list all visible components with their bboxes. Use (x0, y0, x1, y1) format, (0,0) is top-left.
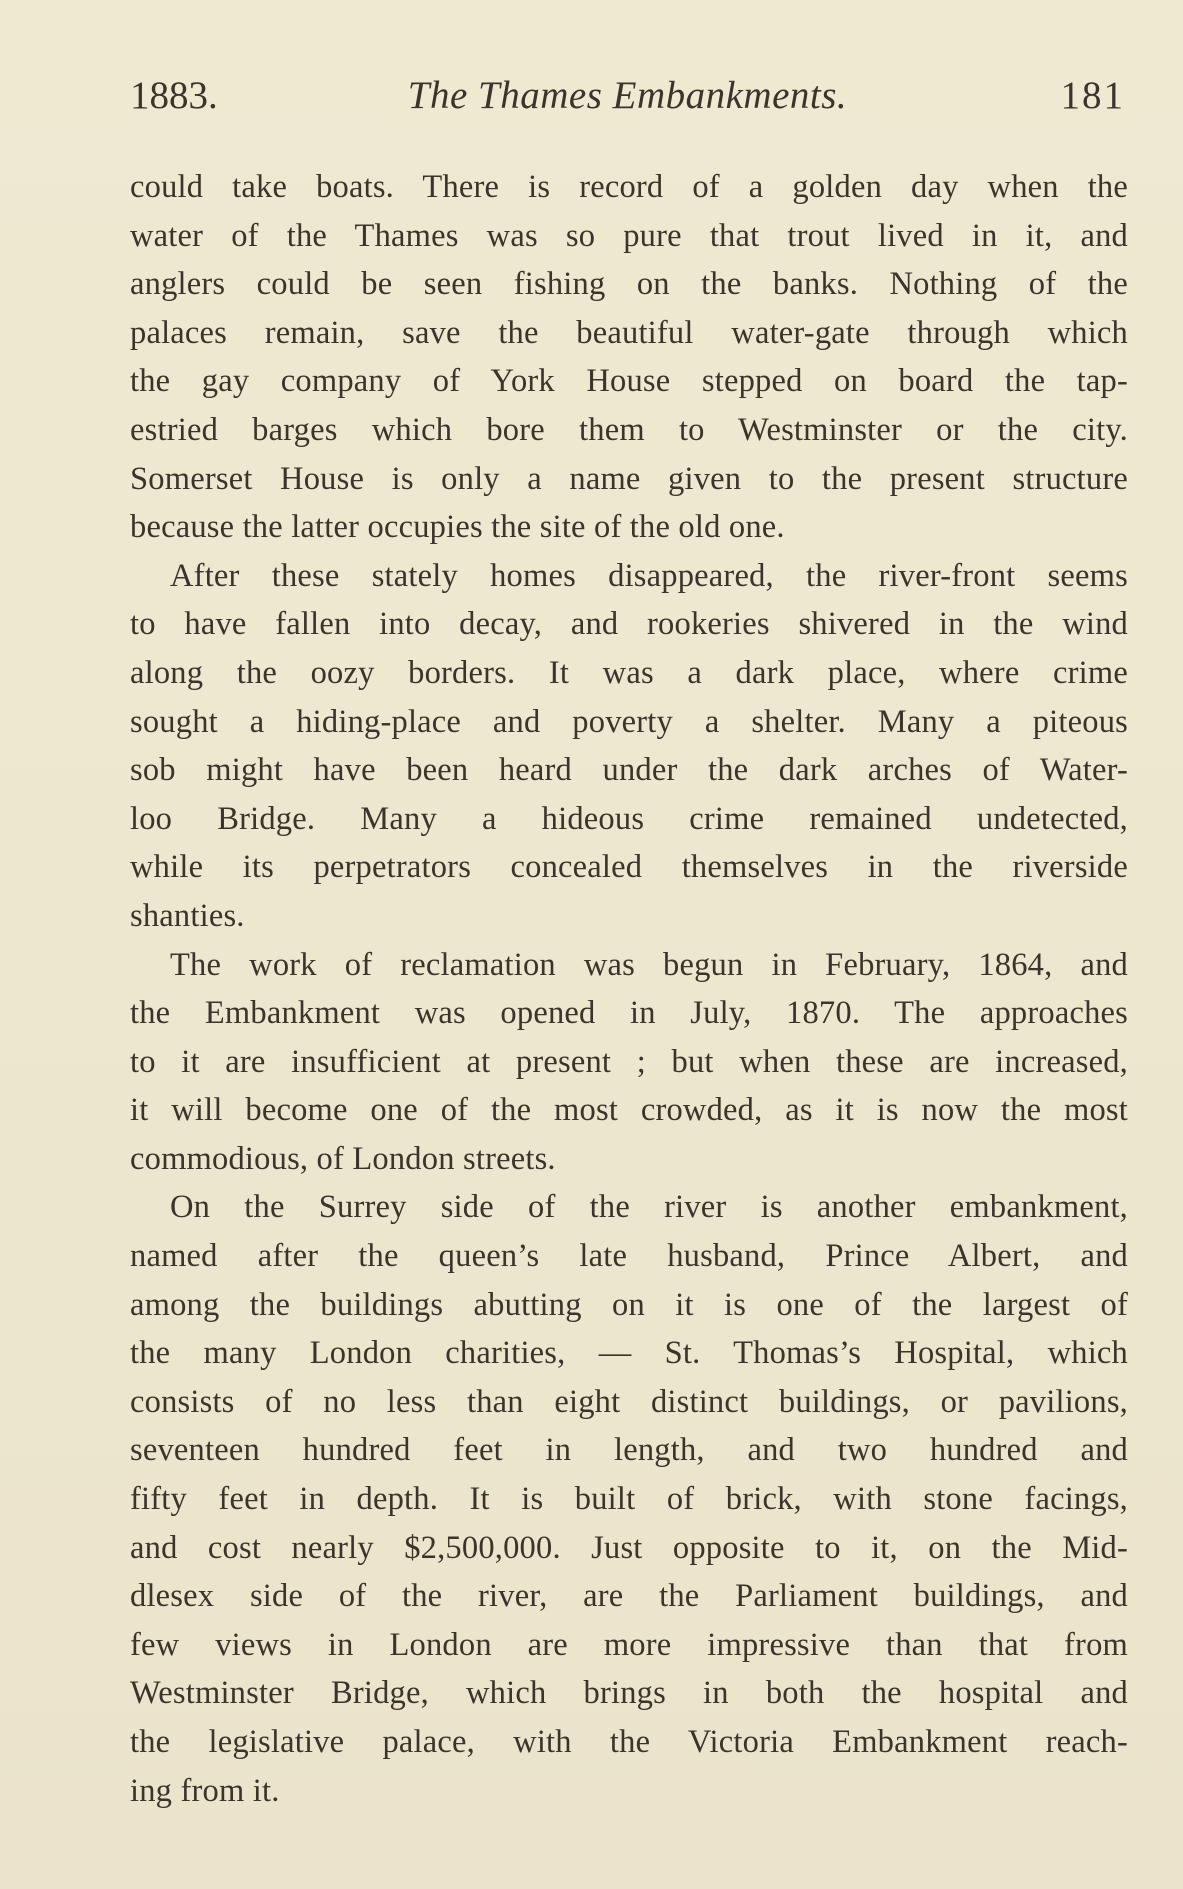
text-line: ing from it. (130, 1772, 280, 1809)
text-line: while its perpetrators concealed themselves in the riverside (130, 849, 1128, 886)
text-line: palaces remain, save the beautiful water-gate through which (130, 314, 1128, 351)
running-head (130, 68, 1125, 124)
body-text (130, 163, 1128, 1815)
text-line: to it are insufficient at present ; but when these are increased, (130, 1043, 1128, 1080)
text-line: the Embankment was opened in July, 1870. The approaches (130, 995, 1128, 1032)
text-line: seventeen hundred feet in length, and two hundred and (130, 1432, 1128, 1469)
text-line: dlesex side of the river, are the Parliament buildings, and (130, 1578, 1128, 1615)
text-line: loo Bridge. Many a hideous crime remained undetected, (130, 800, 1128, 837)
text-line: The work of reclamation was begun in February, 1864, and (170, 946, 1128, 983)
text-line: the legislative palace, with the Victoria Embankment reach- (130, 1724, 1128, 1760)
text-line: sob might have been heard under the dark arches of Water- (130, 752, 1128, 789)
text-line: sought a hiding-place and poverty a shelter. Many a piteous (130, 703, 1128, 740)
text-line: and cost nearly $2,500,000. Just opposite to it, on the Mid- (130, 1529, 1128, 1566)
text-line: On the Surrey side of the river is another embankment, (170, 1189, 1128, 1226)
text-line: estried barges which bore them to Westminster or the city. (130, 411, 1128, 448)
text-line: it will become one of the most crowded, as it is now the most (130, 1092, 1128, 1129)
text-line: named after the queen’s late husband, Prince Albert, and (130, 1238, 1128, 1275)
text-line: shanties. (130, 897, 245, 934)
text-line: because the latter occupies the site of the old one. (130, 509, 785, 546)
text-line: few views in London are more impressive than that from (130, 1626, 1128, 1663)
text-line: anglers could be seen fishing on the banks. Nothing of the (130, 266, 1128, 303)
text-line: fifty feet in depth. It is built of brick, with stone facings, (130, 1481, 1128, 1518)
text-line: Westminster Bridge, which brings in both the hospital and (130, 1675, 1128, 1712)
text-line: could take boats. There is record of a golden day when the (130, 169, 1128, 205)
text-line: the gay company of York House stepped on board the tap- (130, 363, 1128, 400)
text-line: consists of no less than eight distinct buildings, or pavilions, (130, 1383, 1128, 1420)
text-line: water of the Thames was so pure that trout lived in it, and (130, 217, 1128, 254)
running-head-year: 1883. (130, 74, 218, 117)
page-number: 181 (1060, 74, 1125, 117)
text-line: along the oozy borders. It was a dark place, where crime (130, 654, 1128, 691)
text-line: commodious, of London streets. (130, 1140, 556, 1177)
running-head-title: The Thames Embankments. (407, 74, 848, 117)
text-line: the many London charities, — St. Thomas’s Hospital, which (130, 1335, 1128, 1372)
text-line: among the buildings abutting on it is one of the largest of (130, 1286, 1128, 1323)
text-line: After these stately homes disappeared, the river-front seems (170, 557, 1128, 594)
text-line: Somerset House is only a name given to the present structure (130, 460, 1128, 497)
text-line: to have fallen into decay, and rookeries shivered in the wind (130, 606, 1128, 643)
